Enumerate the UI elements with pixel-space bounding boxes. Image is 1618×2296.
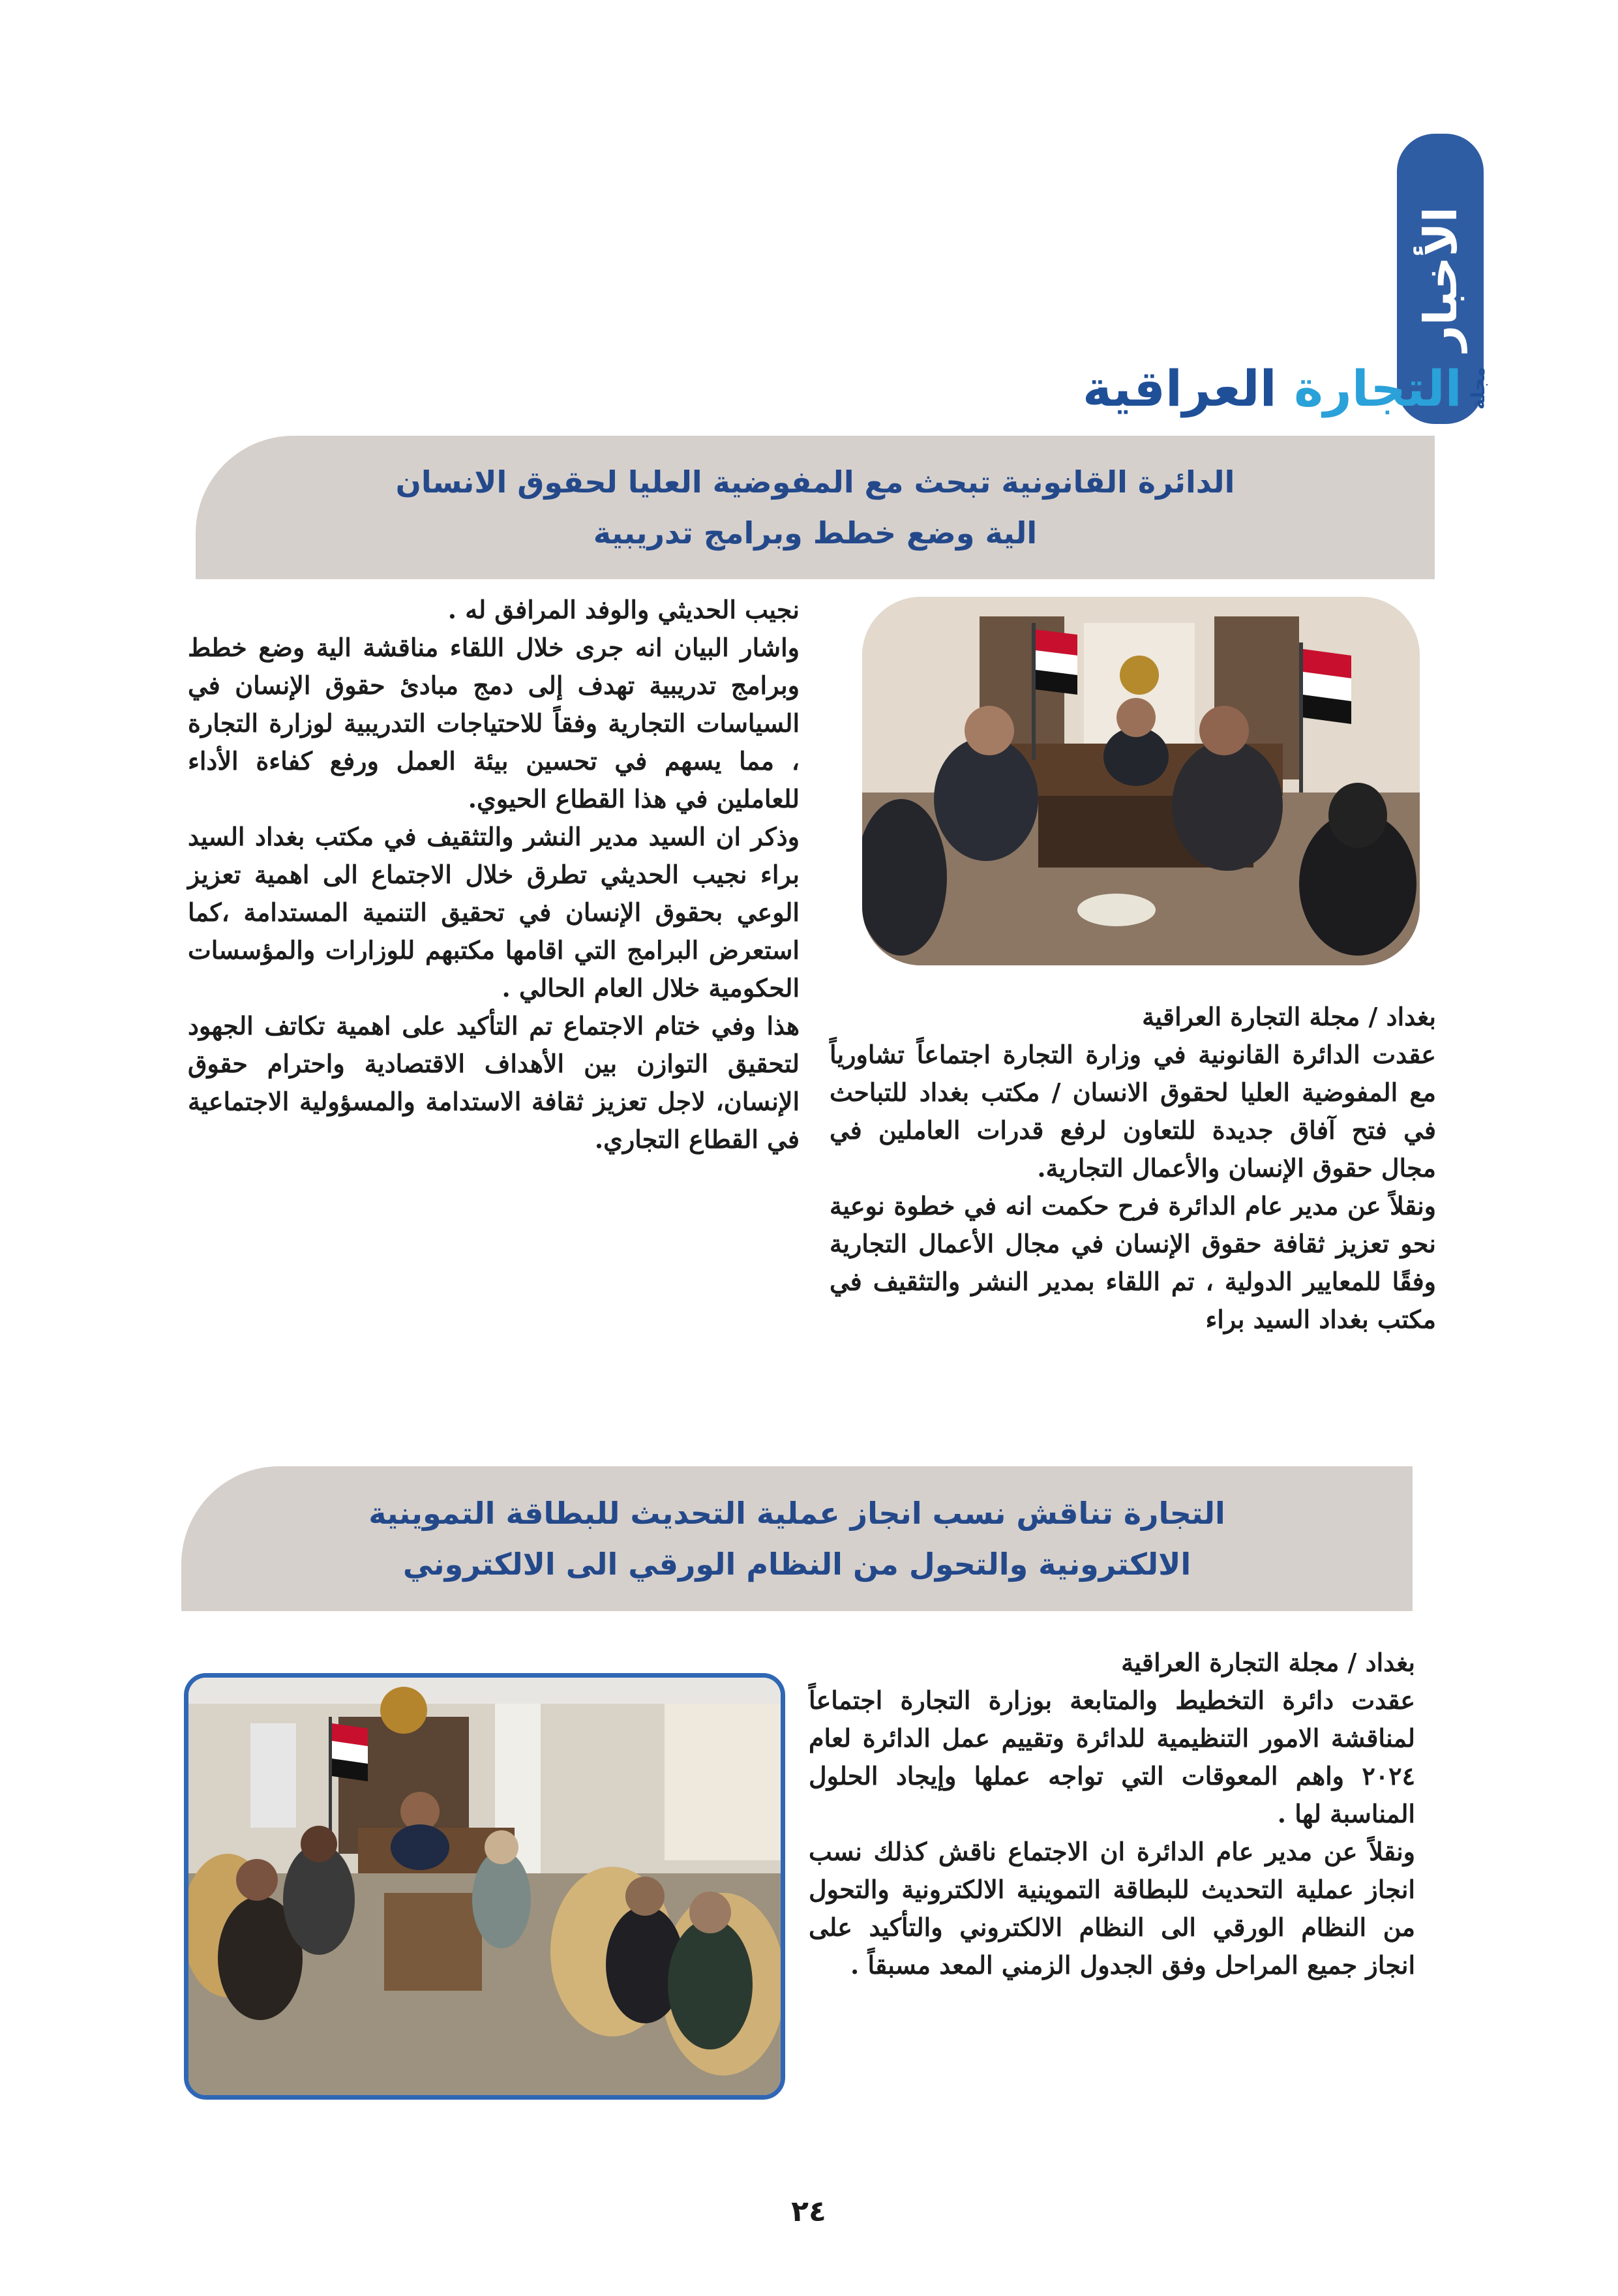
article1-right-column — [830, 998, 1436, 1455]
article1-byline: بغداد / مجلة التجارة العراقية — [1142, 1002, 1436, 1031]
article2-byline: بغداد / مجلة التجارة العراقية — [1121, 1648, 1415, 1677]
article1-right-paragraph: ونقلاً عن مدير عام الدائرة فرح حكمت انه في خطوة نوعية نحو تعزيز ثقافة حقوق الإنسان في مجال الأعمال التجارية وفقًا للمعايير الدولية ، تم اللقاء بمدير النشر والتثقيف في مكتب بغداد السيد براء — [830, 1191, 1436, 1334]
article1-right-paragraph: عقدت الدائرة القانونية في وزارة التجارة اجتماعاً تشاورياً مع المفوضية العليا لحقوق الانسان / مكتب بغداد للتباحث في فتح آفاق جديدة للتعاون لرفع قدرات العاملين في مجال حقوق الإنسان والأعمال التجارية. — [830, 1040, 1436, 1183]
article2-paragraph: ونقلاً عن مدير عام الدائرة ان الاجتماع ناقش كذلك نسب انجاز عملية التحديث للبطاقة التموينية الالكترونية والتحول من النظام الورقي الى النظام الالكتروني والتأكيد على انجاز جميع المراحل وفق الجدول الزمني المعد مسبقاً . — [809, 1837, 1415, 1980]
article2-headline-line2: الالكترونية والتحول من النظام الورقي الى الالكتروني — [402, 1547, 1191, 1582]
article1-left-column — [188, 591, 800, 1335]
article1-left-paragraph: واشار البيان انه جرى خلال اللقاء مناقشة الية وضع خطط وبرامج تدريبية تهدف إلى دمج مبادئ حقوق الإنسان في السياسات التجارية وفقاً للاحتياجات التدريبية لوزارة التجارة ، مما يسهم في تحسين بيئة العمل ورفع كفاءة الأداء للعاملين في هذا القطاع الحيوي. — [188, 633, 800, 813]
article1-left-paragraph: هذا وفي ختام الاجتماع تم التأكيد على اهمية تكاتف الجهود لتحقيق التوازن بين الأهداف الاقتصادية واحترام حقوق الإنسان، لاجل تعزيز ثقافة الاستدامة والمسؤولية الاجتماعية في القطاع التجاري. — [188, 1011, 800, 1154]
section-tab-label: الأخبار — [1413, 206, 1467, 352]
article2-headline-line1: التجارة تناقش نسب انجاز عملية التحديث للبطاقة التموينية — [368, 1496, 1225, 1531]
article1-photo — [862, 597, 1420, 965]
article1-headline-banner — [196, 436, 1435, 579]
article1-left-paragraph: نجيب الحديثي والوفد المرافق له . — [447, 595, 800, 624]
article2-paragraph: عقدت دائرة التخطيط والمتابعة بوزارة التجارة اجتماعاً لمناقشة الامور التنظيمية للدائرة وتقييم عمل الدائرة لعام ٢٠٢٤ واهم المعوقات التي تواجه عملها وإيجاد الحلول المناسبة لها . — [809, 1685, 1415, 1828]
logo-word-2: العراقية — [1083, 359, 1277, 417]
magazine-logo — [1083, 352, 1489, 424]
article2-photo — [184, 1673, 785, 2100]
logo-word-1: التجارة — [1294, 359, 1462, 417]
article1-left-paragraph: وذكر ان السيد مدير النشر والتثقيف في مكتب بغداد السيد براء نجيب الحديثي تطرق خلال الاجتماع الى اهمية تعزيز الوعي بحقوق الإنسان في تحقيق التنمية المستدامة ،كما استعرض البرامج التي اقامها مكتبهم للوزارات والمؤسسات الحكومية خلال العام الحالي . — [188, 822, 800, 1003]
logo-small-word: مجلة — [1467, 367, 1489, 410]
article1-headline-line1: الدائرة القانونية تبحث مع المفوضية العليا لحقوق الانسان — [395, 464, 1235, 500]
article2-headline-banner — [181, 1466, 1413, 1611]
article2-column — [809, 1644, 1415, 2100]
page-number: ٢٤ — [791, 2195, 826, 2228]
logo-title — [1083, 359, 1462, 417]
article1-headline-line2: الية وضع خطط وبرامج تدريبية — [593, 515, 1038, 551]
